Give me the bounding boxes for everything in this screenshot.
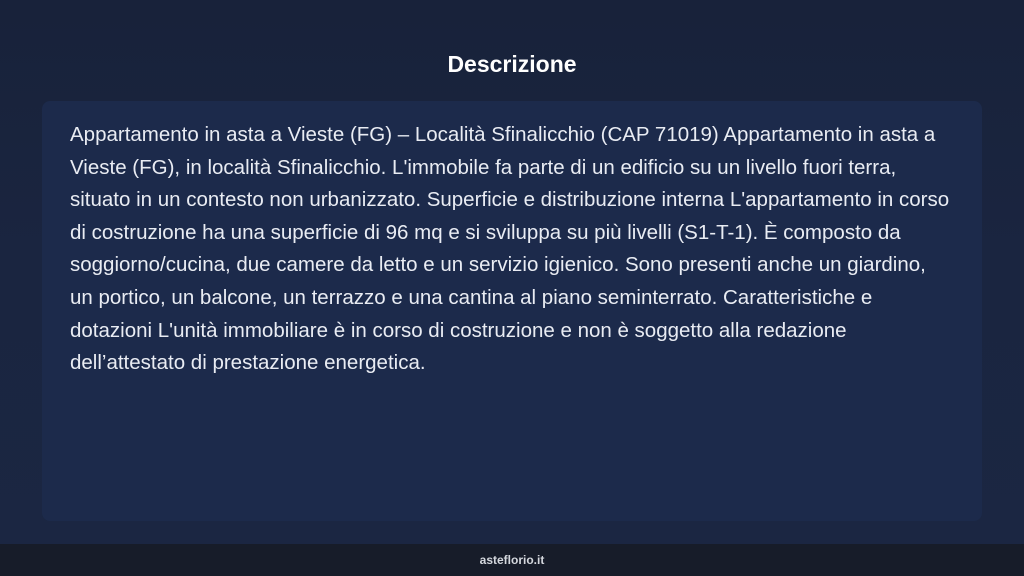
footer-site-link[interactable]: asteflorio.it [479, 553, 545, 567]
description-text: Appartamento in asta a Vieste (FG) – Località Sfinalicchio (CAP 71019) Appartamento in asta a Vieste (FG), in località Sfinalicchio. L'immobile fa parte di un edificio su un livello fuori terra, situato in un contesto non urbanizzato. Superficie e distribuzione interna L'appartamento in corso di costruzione ha una superficie di 96 mq e si sviluppa su più livelli (S1-T-1). È composto da soggiorno/cucina, due camere da letto e un servizio igienico. Sono presenti anche un giardino, un portico, un balcone, un terrazzo e una cantina al piano seminterrato. Caratteristiche e dotazioni L'unità immobiliare è in corso di costruzione e non è soggetto alla redazione dell’attestato di prestazione energetica. [70, 123, 950, 375]
footer-bar [0, 544, 1024, 576]
description-card [42, 101, 982, 521]
page-title: Descrizione [447, 51, 577, 77]
